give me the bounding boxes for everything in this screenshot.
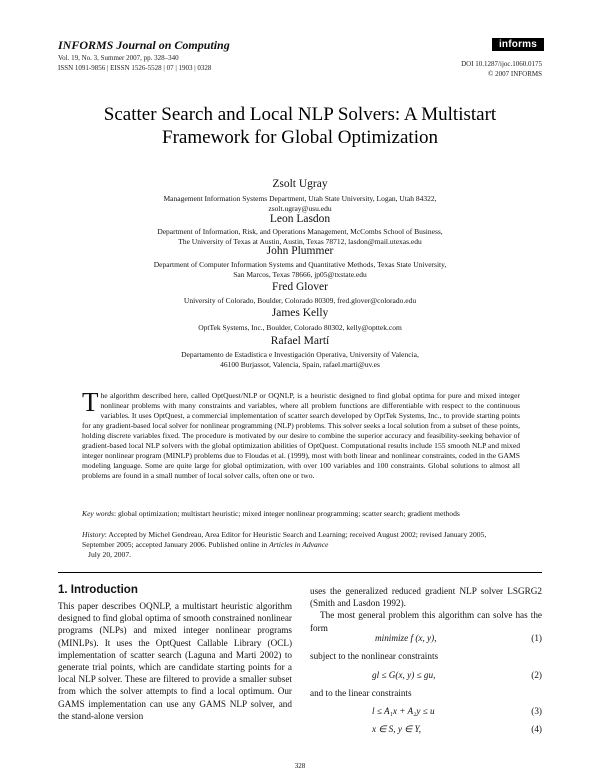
journal-name: INFORMS Journal on Computing [58, 38, 230, 52]
equation-2 [310, 670, 542, 682]
equation-number: (1) [531, 633, 542, 643]
author-affiliation: OptTek Systems, Inc., Boulder, Colorado 80302, kelly@opttek.com [198, 323, 402, 332]
subject-text: subject to the nonlinear constraints [310, 651, 439, 661]
abstract [82, 387, 520, 481]
equation-body: gl ≤ G(x, y) ≤ gu, [372, 670, 436, 680]
copyright-line: © 2007 INFORMS [488, 70, 542, 78]
equation-3 [310, 706, 542, 718]
equation-body: x ∈ S, y ∈ Y, [372, 724, 422, 734]
history-italic: Articles in Advance [269, 540, 329, 549]
issn-line: ISSN 1091-9856 | EISSN 1526-5528 | 07 | 1903 | 0328 [58, 64, 212, 72]
author-name: Fred Glover [272, 281, 328, 293]
right-para-2: The most general problem this algorithm can solve has the form [310, 610, 542, 633]
paper-title [40, 103, 560, 149]
right-text: uses the generalized reduced gradient NLP solver LSGRG2 (Smith and Lasdon 1992). [310, 586, 542, 609]
equation-number: (3) [531, 706, 542, 716]
equation-4 [310, 724, 542, 736]
volume-line: Vol. 19, No. 3, Summer 2007, pp. 328–340 [58, 54, 179, 62]
author-affiliation: zsolt.ugray@usu.edu [268, 204, 332, 213]
keywords-label: Key words [82, 509, 114, 518]
author-name: John Plummer [266, 245, 334, 257]
author-affiliation: Management Information Systems Department, Utah State University, Logan, Utah 84322, [163, 194, 437, 203]
equation-number: (2) [531, 670, 542, 680]
author-name: Zsolt Ugray [272, 178, 328, 190]
title-line-1: Scatter Search and Local NLP Solvers: A Multistart [103, 104, 497, 125]
author-affiliation: 46100 Burjassot, Valencia, Spain, rafael.marti@uv.es [220, 360, 380, 369]
section-heading: 1. Introduction [58, 584, 138, 596]
author-affiliation: University of Colorado, Boulder, Colorado 80309, fred.glover@colorado.edu [183, 296, 417, 305]
history [82, 530, 520, 550]
author-name: Leon Lasdon [269, 213, 331, 225]
keywords [82, 509, 520, 519]
title-line-2: Framework for Global Optimization [162, 127, 438, 148]
equation-body: minimize f (x, y), [375, 633, 437, 643]
history-text: : Accepted by Michel Gendreau, Area Editor for Heuristic Search and Learning; received August 2002; revised January 2005, September 2005; accepted January 2006. Published online in [82, 530, 487, 549]
abstract-dropcap: T [82, 387, 99, 417]
keywords-text: : global optimization; multistart heuristic; mixed integer nonlinear programming; scatter search; gradient methods [114, 509, 460, 518]
abstract-text: he algorithm described here, called OptQuest/NLP or OQNLP, is a heuristic designed to find global optima for pure and mixed integer nonlinear problems with many constraints and variables, where all problem functions are differentiable with respect to the continuous variables. It uses OptQuest, a commercial implementation of scatter search developed by OptTek Systems, Inc., to provide starting points for any gradient-based local solver for nonlinear programming (NLP) problems. This solver seeks a local solution from a subset of these points, holding discrete variables fixed. The procedure is motivated by our desire to combine the superior accuracy and feasibility-seeking behavior of gradient-based local NLP solvers with the global optimization abilities of OptQuest. Computational results include 155 smooth NLP and mixed integer nonlinear program (MINLP) problems due to Floudas et al. (1999), most with both linear and nonlinear constraints, coded in the GAMS modeling language. Some are quite large for global optimization, with over 100 variables and 100 constraints. Global solutions to almost all problems are found in a small number of local solver calls, often one or two. [82, 391, 520, 480]
equation-number: (4) [531, 724, 542, 734]
intro-right-column [310, 585, 542, 634]
author-name: James Kelly [271, 307, 329, 319]
history-date: July 20, 2007. [88, 550, 132, 559]
author-affiliation: Departamento de Estadística e Investigación Operativa, University of Valencia, [181, 350, 419, 359]
author-affiliation: San Marcos, Texas 78666, jp05@txstate.edu [233, 270, 367, 279]
author-affiliation: Department of Information, Risk, and Operations Management, McCombs School of Business, [157, 227, 443, 236]
doi-line: DOI 10.1287/ijoc.1060.0175 [461, 60, 542, 68]
informs-logo: informs [492, 38, 544, 51]
equation-body: l ≤ A₁x + A₂y ≤ u [372, 706, 435, 716]
equation-1 [310, 633, 542, 645]
history-label: History [82, 530, 105, 539]
author-affiliation: Department of Computer Information Systems and Quantitative Methods, Texas State University, [153, 260, 447, 269]
author-name: Rafael Martí [270, 335, 330, 347]
page-number: 328 [294, 762, 306, 770]
intro-left-column: This paper describes OQNLP, a multistart heuristic algorithm designed to find global optima of smooth constrained nonlinear programs (NLPs) and mixed integer nonlinear programs (MINLPs). It uses the OptQuest Callable Library (OCL) implementation of scatter search (Laguna and Marti 2002) to generate trial points, which are candidate starting points for a local NLP solver. These are filtered to provide a smaller subset from which the solver attempts to find a local optimum. Our GAMS implementation can use any GAMS NLP solver, and the stand-alone version [58, 601, 292, 721]
linear-text: and to the linear constraints [310, 688, 412, 698]
section-divider [58, 572, 542, 573]
author-affiliation: The University of Texas at Austin, Austin, Texas 78712, lasdon@mail.utexas.edu [178, 237, 422, 246]
